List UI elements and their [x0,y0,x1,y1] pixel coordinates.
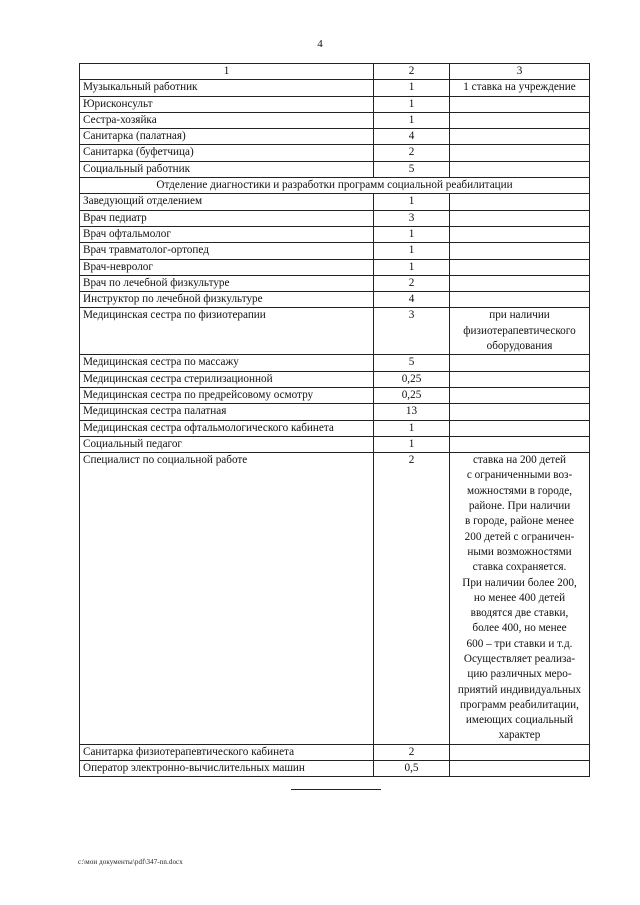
position-cell: Оператор электронно-вычислительных машин [80,761,374,777]
table-row [80,355,590,371]
position-cell: Санитарка физиотерапевтического кабинета [80,744,374,760]
position-cell: Медицинская сестра по массажу [80,355,374,371]
position-cell: Юрисконсульт [80,96,374,112]
closing-rule [291,789,381,790]
note-cell [450,761,590,777]
count-cell: 1 [374,226,450,242]
count-cell: 1 [374,243,450,259]
count-cell: 1 [374,112,450,128]
note-cell [450,371,590,387]
table-row [80,259,590,275]
count-cell: 1 [374,80,450,96]
note-cell [450,226,590,242]
note-cell [450,129,590,145]
table-row [80,292,590,308]
note-cell [450,145,590,161]
count-cell: 0,25 [374,387,450,403]
position-cell: Медицинская сестра по физиотерапии [80,308,374,355]
table-row [80,80,590,96]
position-cell: Заведующий отделением [80,194,374,210]
position-cell: Врач педиатр [80,210,374,226]
table-row [80,243,590,259]
table-row [80,744,590,760]
footer-file-path: c:\мои документы\pdf\347-nn.docx [78,858,183,866]
count-cell: 5 [374,161,450,177]
header-col-1: 1 [80,64,374,80]
count-cell: 2 [374,145,450,161]
count-cell: 5 [374,355,450,371]
position-cell: Медицинская сестра по предрейсовому осмотру [80,387,374,403]
section-title: Отделение диагностики и разработки программ социальной реабилитации [80,178,590,194]
position-cell: Социальный педагог [80,436,374,452]
note-cell [450,210,590,226]
note-cell [450,292,590,308]
table-row [80,194,590,210]
position-cell: Специалист по социальной работе [80,453,374,745]
page-number: 4 [317,38,323,50]
staffing-table [79,63,590,777]
count-cell: 0,5 [374,761,450,777]
section-row [80,178,590,194]
table-row [80,404,590,420]
position-cell: Медицинская сестра стерилизационной [80,371,374,387]
position-cell: Врач офтальмолог [80,226,374,242]
note-text: при наличии физиотерапевтического оборудования [463,309,576,353]
note-cell [450,80,590,96]
note-cell [450,308,590,355]
table-row [80,129,590,145]
table-row [80,96,590,112]
table-header-row [80,64,590,80]
count-cell: 1 [374,436,450,452]
table-row [80,387,590,403]
position-cell: Санитарка (буфетчица) [80,145,374,161]
count-cell: 4 [374,292,450,308]
header-col-2: 2 [374,64,450,80]
count-cell: 1 [374,259,450,275]
table-row [80,161,590,177]
table-row [80,308,590,355]
note-cell [450,112,590,128]
table-row [80,210,590,226]
table-row [80,420,590,436]
position-cell: Социальный работник [80,161,374,177]
note-cell [450,194,590,210]
note-cell [450,355,590,371]
count-cell: 3 [374,308,450,355]
count-cell: 2 [374,453,450,745]
note-cell [450,96,590,112]
table-row [80,436,590,452]
note-cell [450,453,590,745]
note-cell [450,243,590,259]
position-cell: Санитарка (палатная) [80,129,374,145]
table-row [80,371,590,387]
note-text: ставка на 200 детей с ограниченными воз- можностями в городе, районе. При наличии в городе, районе менее 200 детей с ограничен- ными возможностями ставка сохраняется. При наличии более 200, но менее 400 детей вводятся две ставки, более 400, но менее 600 – три ставки и т.д. Осуществляет реализа- цию различных меро- приятий индивидуальных программ реабилитации, имеющих социальный характер [457,454,582,742]
note-cell [450,275,590,291]
header-col-3: 3 [450,64,590,80]
note-cell [450,259,590,275]
table-row [80,226,590,242]
note-cell [450,436,590,452]
count-cell: 1 [374,96,450,112]
note-text: 1 ставка на учреждение [463,81,576,94]
table-row [80,761,590,777]
note-cell [450,404,590,420]
note-cell [450,744,590,760]
count-cell: 2 [374,744,450,760]
position-cell: Сестра-хозяйка [80,112,374,128]
position-cell: Врач травматолог-ортопед [80,243,374,259]
count-cell: 1 [374,420,450,436]
position-cell: Инструктор по лечебной физкультуре [80,292,374,308]
count-cell: 0,25 [374,371,450,387]
table-row [80,112,590,128]
note-cell [450,387,590,403]
note-cell [450,161,590,177]
position-cell: Медицинская сестра палатная [80,404,374,420]
count-cell: 4 [374,129,450,145]
position-cell: Врач-невролог [80,259,374,275]
count-cell: 3 [374,210,450,226]
position-cell: Врач по лечебной физкультуре [80,275,374,291]
count-cell: 13 [374,404,450,420]
table-row [80,145,590,161]
table-row [80,275,590,291]
position-cell: Медицинская сестра офтальмологического кабинета [80,420,374,436]
count-cell: 2 [374,275,450,291]
table-row [80,453,590,745]
note-cell [450,420,590,436]
count-cell: 1 [374,194,450,210]
position-cell: Музыкальный работник [80,80,374,96]
